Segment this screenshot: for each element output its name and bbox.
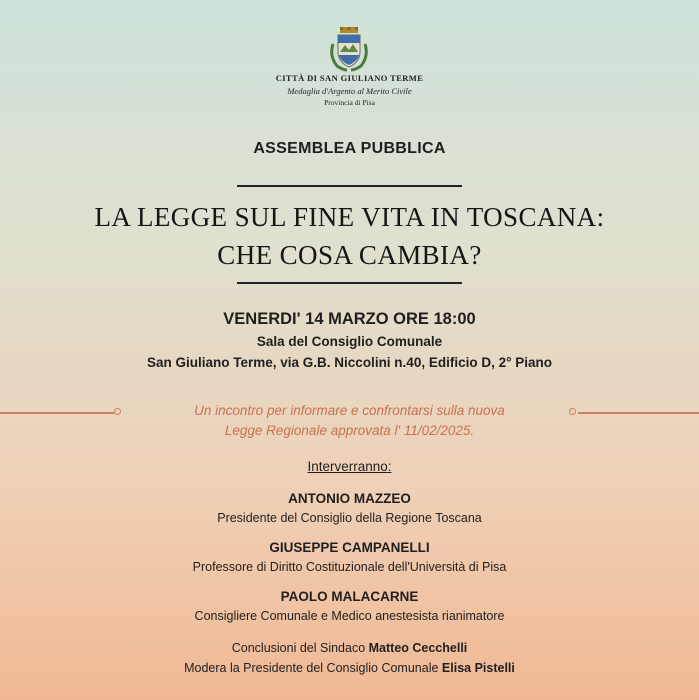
event-type-heading: ASSEMBLEA PUBBLICA (253, 140, 446, 157)
intro-line-1: Un incontro per informare e confrontarsi sulla nuova (194, 403, 505, 418)
event-title (0, 198, 699, 274)
event-venue: Sala del Consiglio Comunale (256, 334, 443, 349)
province-subtitle: Provincia di Pisa (324, 98, 375, 107)
title-divider-top (237, 185, 462, 187)
coat-of-arms-icon (329, 26, 369, 72)
speakers-heading: Interverranno: (307, 459, 392, 474)
mayor-name: Matteo Cecchelli (368, 641, 468, 655)
moderator-line (0, 661, 699, 675)
speaker-role: Professore di Diritto Costituzionale dell'Università di Pisa (192, 560, 507, 574)
closing-remarks (0, 641, 699, 655)
moderator-prefix: Modera la Presidente del Consiglio Comunale (184, 661, 442, 675)
event-date: VENERDI' 14 MARZO ORE 18:00 (223, 310, 476, 328)
moderator-name: Elisa Pistelli (441, 661, 515, 675)
event-title-line-2: CHE COSA CAMBIA? (217, 240, 482, 270)
title-divider-bottom (237, 282, 462, 284)
intro-text (0, 401, 699, 441)
closing-prefix: Conclusioni del Sindaco (231, 641, 369, 655)
speaker-role: Consigliere Comunale e Medico anestesista rianimatore (194, 609, 505, 623)
event-title-line-1: LA LEGGE SUL FINE VITA IN TOSCANA: (94, 202, 605, 232)
speaker-name: PAOLO MALACARNE (280, 589, 419, 604)
speaker-name: ANTONIO MAZZEO (288, 491, 411, 506)
speaker-role: Presidente del Consiglio della Regione Toscana (217, 511, 482, 525)
city-name: CITTÀ DI SAN GIULIANO TERME (275, 73, 424, 83)
speaker-name: GIUSEPPE CAMPANELLI (269, 540, 430, 555)
intro-line-2: Legge Regionale approvata l' 11/02/2025. (224, 423, 475, 438)
medal-subtitle: Medaglia d'Argento al Merito Civile (287, 86, 412, 96)
event-address: San Giuliano Terme, via G.B. Niccolini n.40, Edificio D, 2° Piano (147, 355, 552, 370)
